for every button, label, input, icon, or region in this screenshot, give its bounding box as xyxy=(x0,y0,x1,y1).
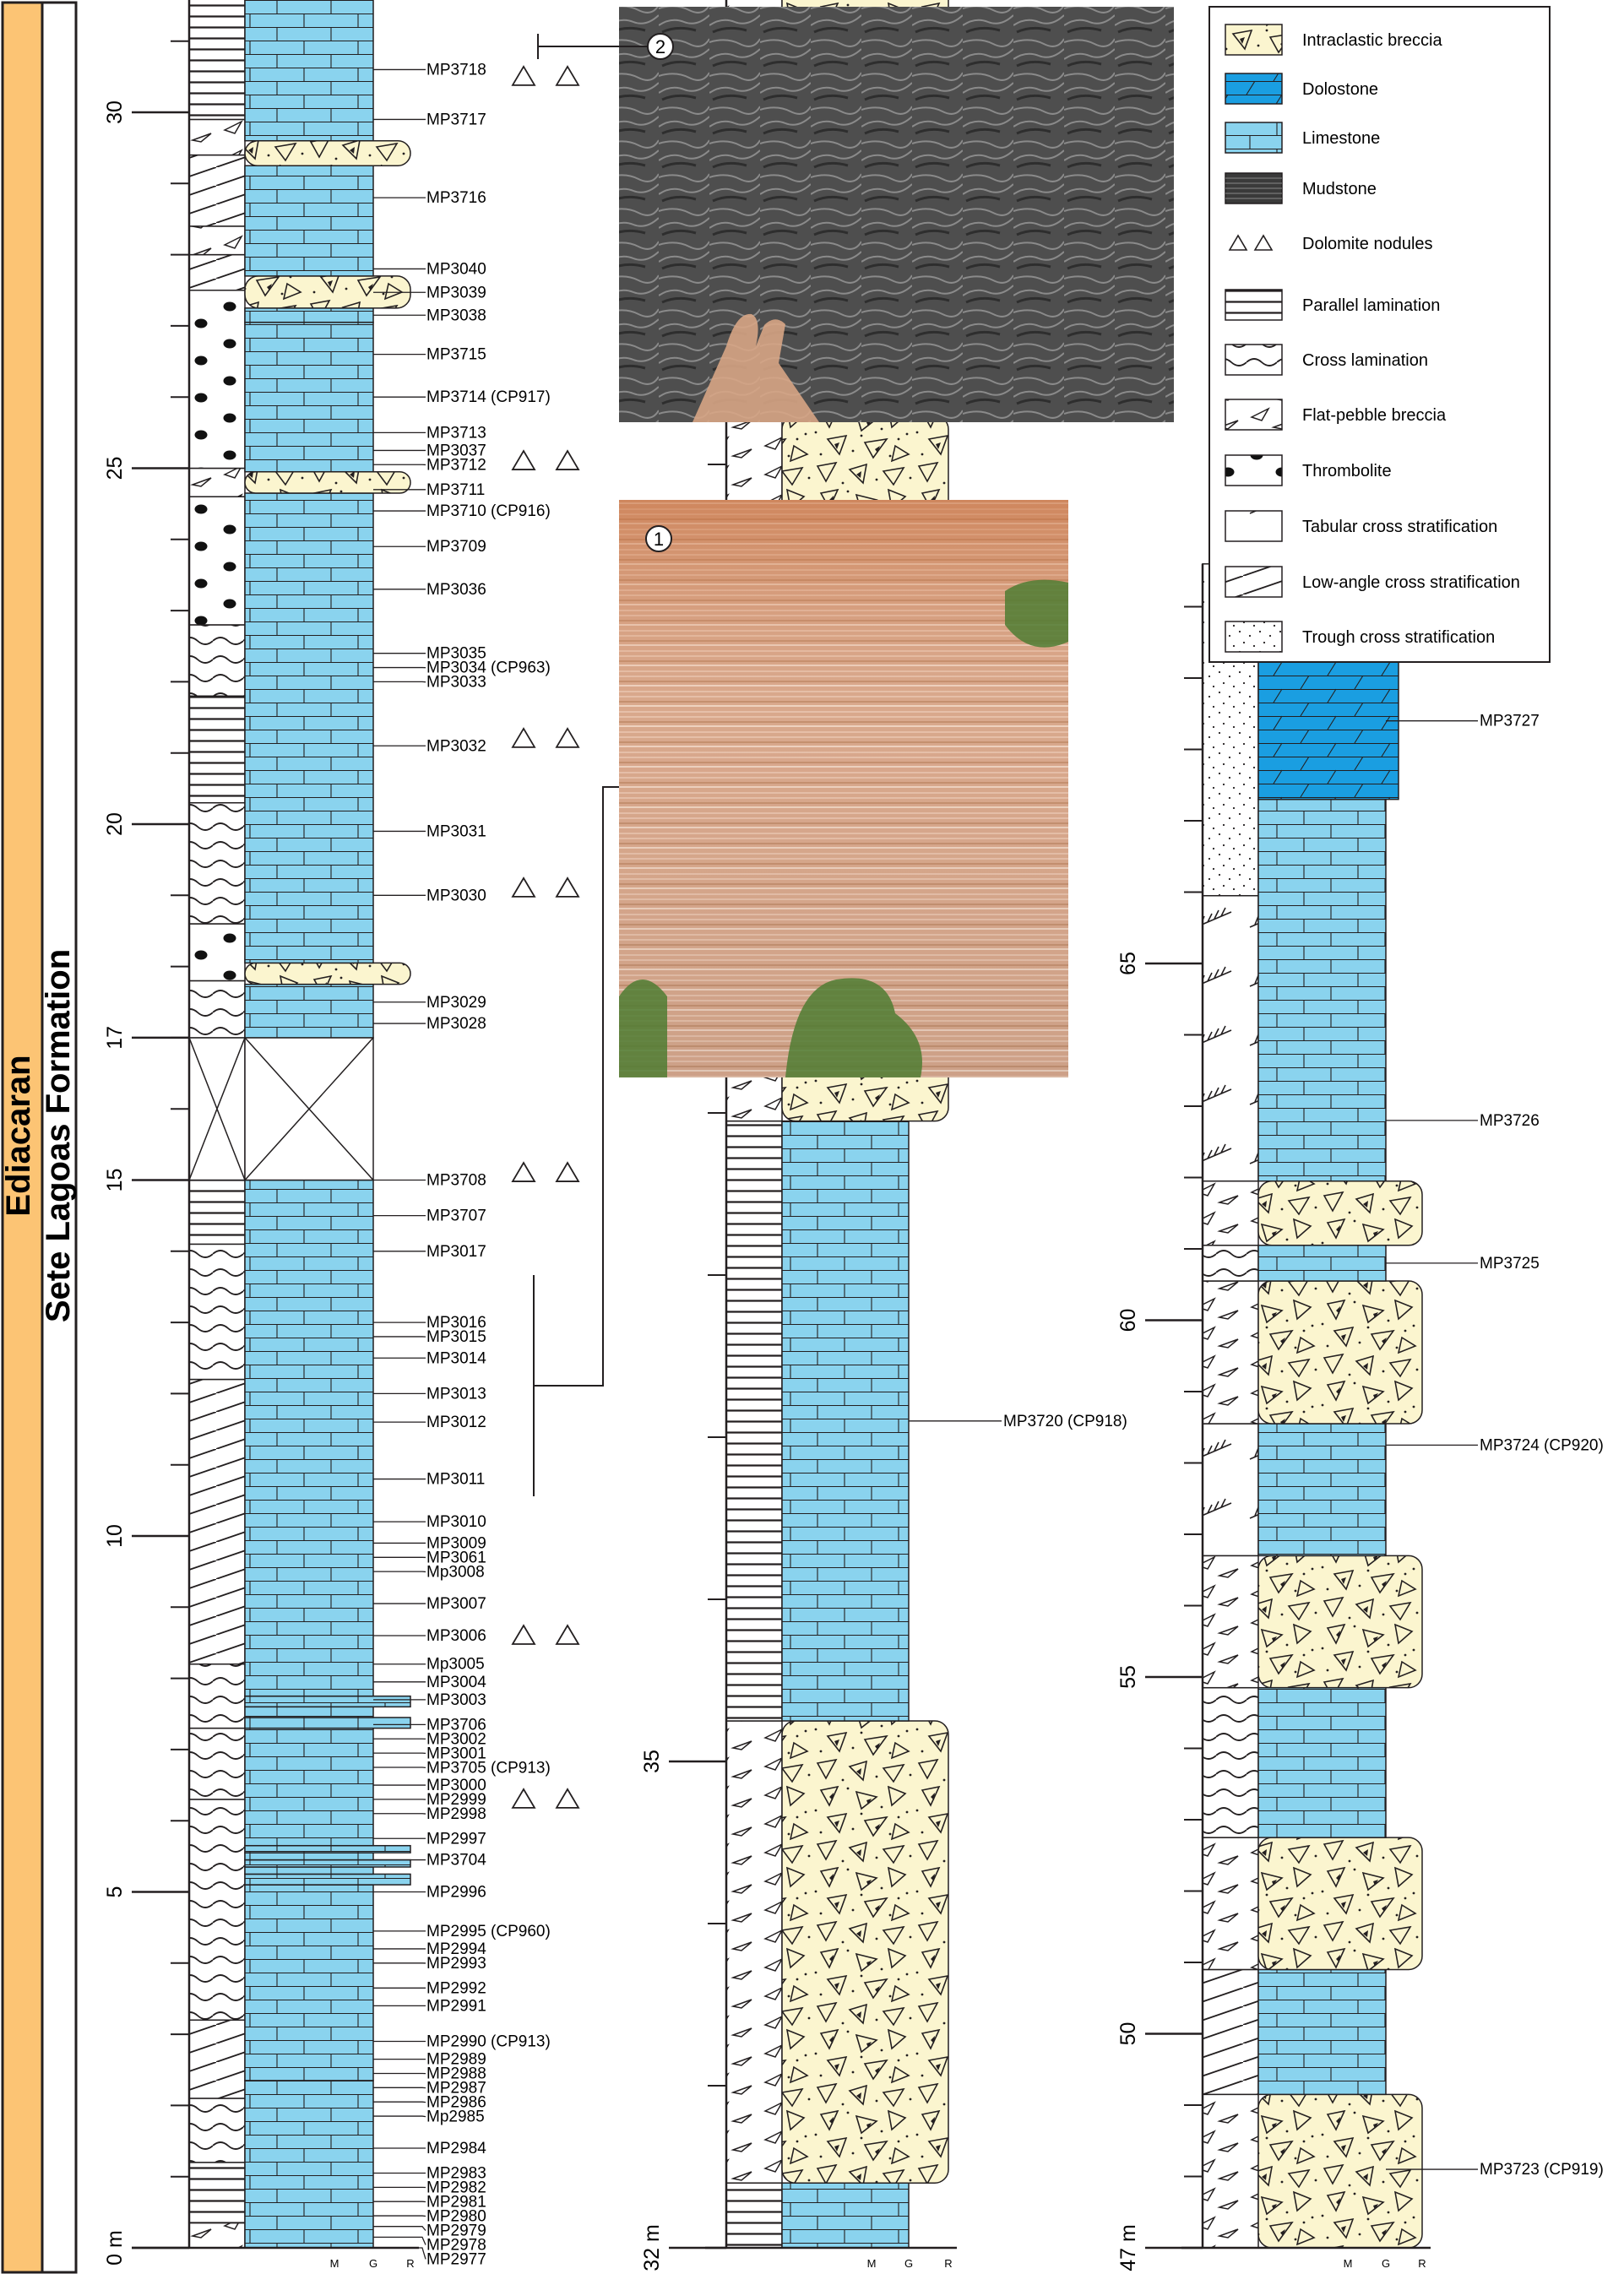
sample-label: MP2981 xyxy=(426,2193,486,2212)
bed-limestone xyxy=(1258,1969,1386,2094)
sample-label: MP3001 xyxy=(426,1745,486,1763)
sample-label: MP2986 xyxy=(426,2093,486,2112)
depth-label: 17 xyxy=(103,1025,127,1050)
sample-label: MP2998 xyxy=(426,1805,486,1824)
sample-label: MP3032 xyxy=(426,737,486,756)
structure-cross xyxy=(189,980,245,1037)
bed-limestone xyxy=(245,1853,373,1859)
sample-label: MP3012 xyxy=(426,1414,486,1432)
structure-parallel xyxy=(189,1180,245,1245)
bed-breccia xyxy=(245,141,410,166)
structure-thrombolite xyxy=(189,924,245,980)
bed-limestone xyxy=(245,0,373,141)
structure-tabular xyxy=(1203,1424,1258,1555)
sample-label xyxy=(426,0,551,1)
sample-label: MP3715 xyxy=(426,345,486,364)
sample-label: MP3030 xyxy=(426,887,486,905)
structure-tabular xyxy=(1203,896,1258,1181)
sample-label: MP3720 (CP918) xyxy=(1003,1412,1127,1430)
bed-limestone xyxy=(245,1846,410,1853)
sample-label: MP3718 xyxy=(426,61,486,79)
legend-swatch xyxy=(1225,345,1282,375)
sample-label: MP2993 xyxy=(426,1954,486,1973)
dolomite-nodule-icon xyxy=(513,1625,535,1644)
bed-limestone xyxy=(245,1867,373,1874)
sample-label: MP2978 xyxy=(426,2236,486,2255)
dolomite-nodule-icon xyxy=(513,1163,535,1181)
sample-label: MP3716 xyxy=(426,189,486,208)
structure-lowangle xyxy=(189,255,245,290)
sample-label: MP2992 xyxy=(426,1979,486,1998)
bed-limestone xyxy=(1258,1246,1386,1281)
sample-label: MP3708 xyxy=(426,1171,486,1190)
bed-limestone xyxy=(245,308,373,323)
sample-label: MP3714 (CP917) xyxy=(426,388,551,407)
depth-label: 20 xyxy=(103,812,127,836)
bed-limestone xyxy=(1258,1424,1386,1555)
sample-label: MP2984 xyxy=(426,2139,486,2157)
structure-flatpebble xyxy=(1203,2094,1258,2248)
sample-label: MP3016 xyxy=(426,1314,486,1332)
sample-label: MP2996 xyxy=(426,1883,486,1902)
bed-limestone xyxy=(245,1860,410,1867)
depth-label: 0 m xyxy=(103,2230,127,2266)
sample-label: MP3038 xyxy=(426,307,486,325)
sample-label: MP3039 xyxy=(426,284,486,302)
sample-leader xyxy=(373,2227,426,2231)
bed-limestone xyxy=(782,1121,909,1721)
structure-parallel xyxy=(189,2163,245,2223)
grain-size-label: M xyxy=(1343,2257,1353,2270)
grain-size-label: R xyxy=(944,2257,953,2270)
depth-label: 60 xyxy=(1116,1308,1140,1332)
depth-label: 50 xyxy=(1116,2022,1140,2046)
structure-parallel xyxy=(726,2183,782,2248)
sample-label: MP3726 xyxy=(1480,1111,1540,1130)
structure-cross xyxy=(1203,1688,1258,1837)
sample-label: MP3010 xyxy=(426,1513,486,1532)
structure-cross xyxy=(189,625,245,696)
structure-flatpebble xyxy=(189,469,245,497)
structure-lowangle xyxy=(189,2020,245,2098)
legend-label: Dolostone xyxy=(1302,80,1379,99)
bed-breccia xyxy=(1258,1837,1422,1969)
sample-label: MP3061 xyxy=(426,1549,486,1567)
dolomite-nodule-icon xyxy=(557,729,578,747)
sample-label: MP3707 xyxy=(426,1207,486,1225)
sample-label: MP3712 xyxy=(426,456,486,475)
dolomite-nodule-icon xyxy=(513,451,535,469)
sample-label: MP2982 xyxy=(426,2179,486,2197)
structure-flatpebble xyxy=(1203,1281,1258,1424)
bed-limestone xyxy=(245,1729,373,1846)
sample-label: MP3014 xyxy=(426,1349,486,1368)
depth-label: 47 m xyxy=(1116,2224,1140,2271)
sample-label: MP3033 xyxy=(426,673,486,692)
sample-leader xyxy=(373,2248,426,2259)
structure-flatpebble xyxy=(189,119,245,155)
structure-cross xyxy=(189,1729,245,1799)
bed-breccia xyxy=(782,1721,948,2183)
bed-limestone xyxy=(245,1885,373,2081)
sample-label: MP3713 xyxy=(426,424,486,442)
photo-2-image xyxy=(619,7,1174,422)
sample-label: MP3031 xyxy=(426,822,486,841)
header-bands xyxy=(0,3,77,2272)
dolomite-nodule-icon xyxy=(513,1789,535,1808)
legend-label: Intraclastic breccia xyxy=(1302,31,1442,50)
legend-label: Parallel lamination xyxy=(1302,296,1441,315)
depth-label: 5 xyxy=(103,1886,127,1898)
structure-flatpebble xyxy=(726,1721,782,2183)
depth-label: 25 xyxy=(103,456,127,480)
legend-label: Flat-pebble breccia xyxy=(1302,406,1447,425)
dolomite-nodule-icon xyxy=(557,878,578,897)
sample-label: MP3013 xyxy=(426,1385,486,1403)
structure-parallel xyxy=(726,1121,782,1721)
sample-label: MP3710 (CP916) xyxy=(426,502,551,521)
legend-frame xyxy=(1209,7,1550,662)
structure-flatpebble xyxy=(1203,1837,1258,1969)
bed-breccia xyxy=(1258,2094,1422,2248)
sample-label: MP3706 xyxy=(426,1716,486,1734)
sample-label: MP3040 xyxy=(426,260,486,279)
dolomite-nodule-icon xyxy=(513,67,535,85)
depth-label: 32 m xyxy=(640,2224,664,2271)
bed-limestone xyxy=(245,1696,410,1707)
bed-limestone xyxy=(245,1718,410,1729)
sample-label: MP3704 xyxy=(426,1851,486,1870)
sample-label: MP3011 xyxy=(426,1470,486,1489)
sample-label: MP3037 xyxy=(426,442,486,460)
photo-2 xyxy=(538,7,1174,422)
sample-leader xyxy=(373,2237,426,2244)
legend-swatch xyxy=(1225,290,1282,320)
column-3 xyxy=(1116,556,1604,2271)
sample-label: MP2995 (CP960) xyxy=(426,1922,551,1940)
sample-label: MP3009 xyxy=(426,1534,486,1553)
bed-limestone xyxy=(245,1874,410,1885)
grain-size-label: M xyxy=(329,2257,339,2270)
bed-limestone xyxy=(245,166,373,276)
legend-swatch xyxy=(1225,567,1282,597)
column-1 xyxy=(103,0,578,2270)
structure-flatpebble xyxy=(189,226,245,255)
dolomite-nodule-icon xyxy=(557,451,578,469)
legend-swatch xyxy=(1225,511,1282,541)
sample-label: MP3003 xyxy=(426,1691,486,1709)
bed-limestone xyxy=(245,985,373,1038)
sample-label: MP3036 xyxy=(426,580,486,599)
sample-label: MP3006 xyxy=(426,1627,486,1646)
legend-swatch xyxy=(1225,122,1282,153)
structure-cross xyxy=(189,1244,245,1379)
sample-label: MP3725 xyxy=(1480,1254,1540,1273)
sample-label: MP2979 xyxy=(426,2222,486,2240)
grain-size-label: G xyxy=(368,2257,378,2270)
era-label: Ediacaran xyxy=(0,1055,37,1217)
sample-label: MP3017 xyxy=(426,1242,486,1261)
grain-size-label: R xyxy=(406,2257,415,2270)
sample-label: MP2999 xyxy=(426,1791,486,1810)
sample-label: MP3709 xyxy=(426,538,486,556)
sample-label: MP3717 xyxy=(426,111,486,129)
structure-lowangle xyxy=(1203,1969,1258,2094)
sample-label: MP2977 xyxy=(426,2250,486,2269)
structure-lowangle xyxy=(189,155,245,226)
bed-limestone xyxy=(1258,1688,1386,1837)
structure-thrombolite xyxy=(189,497,245,625)
structure-cross xyxy=(189,1664,245,1729)
grain-size-label: G xyxy=(904,2257,914,2270)
photo-1-label: 1 xyxy=(653,529,665,550)
dolomite-nodule-icon xyxy=(513,729,535,747)
sample-leader xyxy=(373,2116,426,2117)
sample-label: MP3029 xyxy=(426,993,486,1012)
sample-label: MP2983 xyxy=(426,2164,486,2183)
sample-label: MP3724 (CP920) xyxy=(1480,1436,1604,1455)
sample-label: MP3007 xyxy=(426,1595,486,1614)
structure-flatpebble xyxy=(189,2222,245,2248)
legend-swatch xyxy=(1225,73,1282,104)
dolomite-nodule-icon xyxy=(557,67,578,85)
sample-label: MP3035 xyxy=(426,644,486,663)
sample-label: Mp3008 xyxy=(426,1563,485,1582)
structure-lowangle xyxy=(189,1380,245,1664)
structure-flatpebble xyxy=(1203,1181,1258,1246)
depth-label: 15 xyxy=(103,1168,127,1192)
sample-label: MP3034 (CP963) xyxy=(426,659,551,677)
sample-label: MP2994 xyxy=(426,1940,486,1958)
legend-swatch xyxy=(1225,621,1282,652)
structure-cross xyxy=(189,2098,245,2163)
bed-breccia xyxy=(1258,1181,1422,1246)
dolomite-nodule-icon xyxy=(557,1625,578,1644)
structure-parallel xyxy=(189,0,245,119)
legend-label: Limestone xyxy=(1302,129,1381,148)
structure-flatpebble xyxy=(1203,1555,1258,1687)
bed-limestone xyxy=(245,1180,373,1696)
legend-label: Thrombolite xyxy=(1302,462,1392,480)
legend-label: Low-angle cross stratification xyxy=(1302,573,1520,592)
bed-breccia xyxy=(1258,1281,1422,1424)
sample-label: Mp2985 xyxy=(426,2108,485,2126)
grain-size-label: M xyxy=(866,2257,877,2270)
sample-label: MP3028 xyxy=(426,1015,486,1034)
sample-label: MP2988 xyxy=(426,2065,486,2083)
depth-label: 35 xyxy=(640,1750,664,1773)
legend-swatch xyxy=(1225,455,1282,486)
structure-cross xyxy=(189,803,245,924)
legend-label: Mudstone xyxy=(1302,180,1377,198)
sample-label: MP2997 xyxy=(426,1830,486,1848)
bed-limestone xyxy=(1258,800,1386,1181)
sample-label: MP3705 (CP913) xyxy=(426,1759,551,1777)
sample-label: MP3723 (CP919) xyxy=(1480,2161,1604,2179)
legend-label: Cross lamination xyxy=(1302,351,1428,370)
sample-label: MP3004 xyxy=(426,1673,486,1691)
legend-swatch xyxy=(1225,399,1282,430)
depth-label: 30 xyxy=(103,100,127,124)
depth-label: 65 xyxy=(1116,952,1140,975)
sample-label: MP2980 xyxy=(426,2207,486,2226)
sample-label: MP3711 xyxy=(426,480,486,499)
bed-limestone xyxy=(245,1707,373,1718)
dolomite-nodule-icon xyxy=(557,1789,578,1808)
bed-limestone xyxy=(245,2081,373,2248)
bed-limestone xyxy=(782,2183,909,2248)
structure-cross xyxy=(1203,1246,1258,1281)
dolomite-nodule-icon xyxy=(513,878,535,897)
grain-size-label: G xyxy=(1381,2257,1391,2270)
structure-thrombolite xyxy=(189,290,245,469)
sample-label: MP2990 (CP913) xyxy=(426,2032,551,2051)
sample-label: MP3727 xyxy=(1480,712,1540,730)
bed-limestone xyxy=(245,323,373,472)
bed-breccia xyxy=(1258,1555,1422,1687)
legend xyxy=(1209,7,1550,662)
formation-label: Sete Lagoas Formation xyxy=(40,948,77,1323)
structure-cross xyxy=(189,1799,245,2020)
sample-label: MP2989 xyxy=(426,2050,486,2069)
legend-label: Trough cross stratification xyxy=(1302,628,1496,647)
grain-size-label: R xyxy=(1418,2257,1426,2270)
sample-label: Mp3005 xyxy=(426,1655,485,1674)
bed-limestone xyxy=(245,493,373,963)
sample-label: MP3002 xyxy=(426,1730,486,1749)
sample-label: MP3000 xyxy=(426,1777,486,1795)
sample-label: MP3015 xyxy=(426,1328,486,1347)
depth-label: 10 xyxy=(103,1524,127,1548)
sample-label: MP2991 xyxy=(426,1997,486,2016)
depth-label: 55 xyxy=(1116,1665,1140,1689)
dolomite-nodule-icon xyxy=(557,1163,578,1181)
legend-label: Tabular cross stratification xyxy=(1302,518,1498,536)
legend-label: Dolomite nodules xyxy=(1302,235,1433,253)
sample-label: MP2987 xyxy=(426,2079,486,2098)
structure-parallel xyxy=(189,696,245,802)
photo-2-label: 2 xyxy=(654,36,666,57)
legend-swatch xyxy=(1225,24,1282,55)
bed-breccia xyxy=(245,963,410,984)
